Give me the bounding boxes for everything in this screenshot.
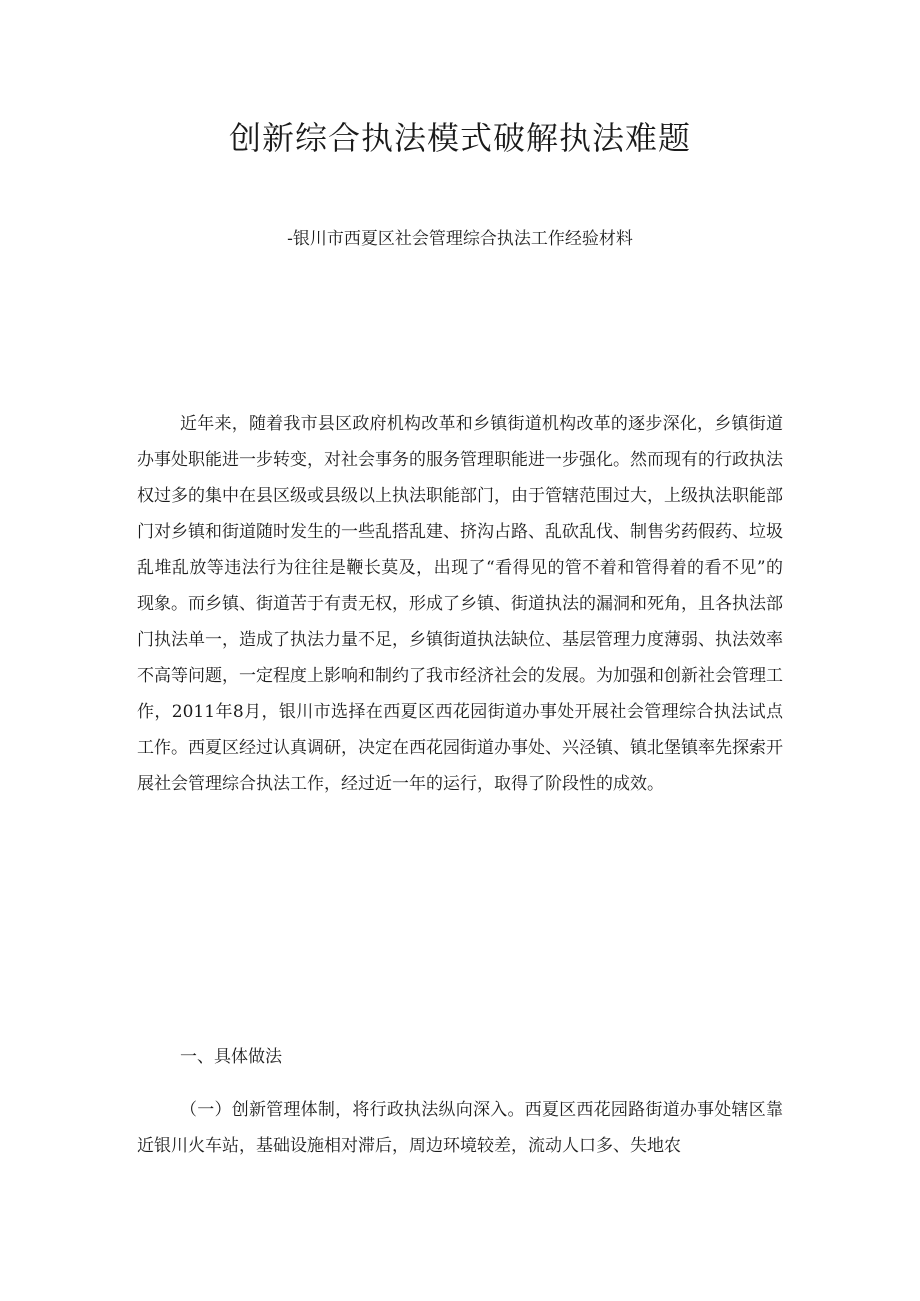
section-paragraph: （一）创新管理体制，将行政执法纵向深入。西夏区西花园路街道办事处辖区靠近银川火车站，基础设施相对滞后，周边环境较差，流动人口多、失地农 [137,1100,783,1156]
section-heading: 一、具体做法 [180,1047,282,1067]
document-title: 创新综合执法模式破解执法难题 [228,119,691,157]
intro-paragraph: 近年来，随着我市县区政府机构改革和乡镇街道机构改革的逐步深化，乡镇街道办事处职能进一步转变，对社会事务的服务管理职能进一步强化。然而现有的行政执法权过多的集中在县区级或县级以上执法职能部门，由于管辖范围过大，上级执法职能部门对乡镇和街道随时发生的一些乱搭乱建、挤沟占路、乱砍乱伐、制售劣药假药、垃圾乱堆乱放等违法行为往往是鞭长莫及，出现了“看得见的管不着和管得着的看不见”的现象。而乡镇、街道苦于有责无权，形成了乡镇、街道执法的漏洞和死角，且各执法部门执法单一，造成了执法力量不足，乡镇街道执法缺位、基层管理力度薄弱、执法效率不高等问题，一定程度上影响和制约了我市经济社会的发展。为加强和创新社会管理工作，2011年8月，银川市选择在西夏区西花园街道办事处开展社会管理综合执法试点工作。西夏区经过认真调研，决定在西花园街道办事处、兴泾镇、镇北堡镇率先探索开展社会管理综合执法工作，经过近一年的运行，取得了阶段性的成效。 [137,414,783,794]
document-subtitle: -银川市西夏区社会管理综合执法工作经验材料 [287,229,633,249]
